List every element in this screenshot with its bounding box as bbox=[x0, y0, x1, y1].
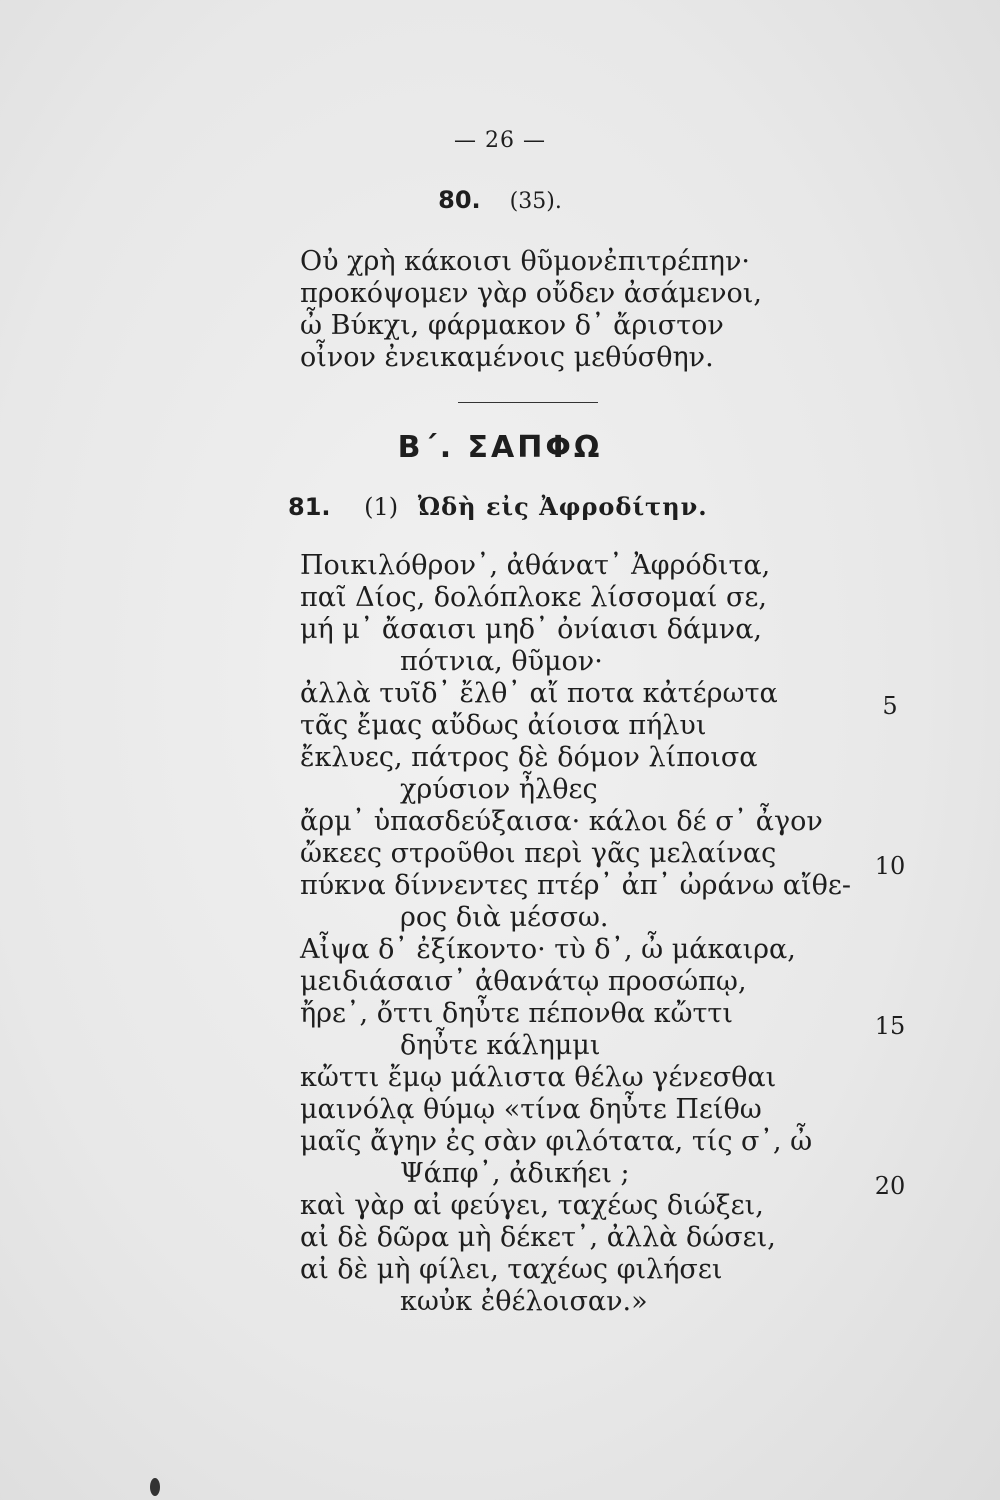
verse-line: καὶ γὰρ αἰ φεύγει, ταχέως διώξει, bbox=[300, 1190, 764, 1221]
verse-line: ἀλλὰ τυῖδ᾽ ἔλθ᾽ αἴ ποτα κἀτέρωτα bbox=[300, 678, 778, 709]
ink-speck bbox=[150, 1478, 160, 1496]
verse-line: μαῖς ἄγην ἐς σὰν φιλότατα, τίς σ᾽, ὦ bbox=[300, 1126, 813, 1157]
verse-line: Οὐ χρὴ κάκοισι θῦμονἐπιτρέπην· bbox=[300, 246, 750, 277]
line-number: 5 bbox=[882, 692, 898, 720]
poem-reference: (35). bbox=[509, 189, 562, 214]
verse-line: ἤρε᾽, ὄττι δηὖτε πέπονθα κὤττι bbox=[300, 998, 733, 1029]
verse-line: αἰ δὲ μὴ φίλει, ταχέως φιλήσει bbox=[300, 1254, 723, 1285]
verse-line: μή μ᾽ ἄσαισι μηδ᾽ ὀνίαισι δάμνα, bbox=[300, 614, 763, 645]
verse-line: μειδιάσαισ᾽ ἀθανάτῳ προσώπῳ, bbox=[300, 966, 747, 997]
verse-line: χρύσιον ἦλθες bbox=[400, 774, 598, 805]
verse-line: τᾶς ἔμας αὔδως ἀίοισα πήλυι bbox=[300, 710, 707, 741]
line-number: 10 bbox=[874, 852, 906, 880]
poem-number: 80. bbox=[438, 186, 481, 214]
verse-line: αἰ δὲ δῶρα μὴ δέκετ᾽, ἀλλὰ δώσει, bbox=[300, 1222, 776, 1253]
verse-line: μαινόλᾳ θύμῳ «τίνα δηὖτε Πείθω bbox=[300, 1094, 762, 1125]
line-number: 20 bbox=[874, 1172, 906, 1200]
section-title: Β΄. ΣΑΠΦΩ bbox=[397, 430, 603, 465]
verse-line: Ποικιλόθρον᾽, ἀθάνατ᾽ Ἀφρόδιτα, bbox=[300, 550, 771, 581]
footnote-mark: (1) bbox=[364, 493, 399, 521]
verse-line: πύκνα δίννεντες πτέρ᾽ ἀπ᾽ ὠράνω αἴθε- bbox=[300, 870, 851, 901]
verse-line: ἔκλυες, πάτρος δὲ δόμον λίποισα bbox=[300, 742, 758, 773]
verse-line: πότνια, θῦμον· bbox=[400, 646, 603, 677]
ode-heading bbox=[288, 492, 708, 521]
verse-line: ὦ Βύκχι, φάρμακον δ᾽ ἄριστον bbox=[300, 310, 724, 341]
poem-80-heading bbox=[0, 186, 1000, 214]
ode-number: 81. bbox=[288, 493, 331, 521]
verse-line: οἶνον ἐνεικαμένοις μεθύσθην. bbox=[300, 342, 714, 373]
verse-line: προκόψομεν γὰρ οὔδεν ἀσάμενοι, bbox=[300, 278, 762, 309]
poem-80-text bbox=[300, 246, 860, 374]
verse-line: ρος διὰ μέσσω. bbox=[400, 902, 609, 933]
verse-line: παῖ Δίος, δολόπλοκε λίσσομαί σε, bbox=[300, 582, 767, 613]
verse-line: κὤττι ἔμῳ μάλιστα θέλω γένεσθαι bbox=[300, 1062, 777, 1093]
verse-line: ἄρμ᾽ ὑπασδεύξαισα· κάλοι δέ σ᾽ ἆγον bbox=[300, 806, 823, 837]
verse-line: Αἶψα δ᾽ ἐξίκοντο· τὺ δ᾽, ὦ μάκαιρα, bbox=[300, 934, 796, 965]
ode-text bbox=[300, 550, 860, 1318]
page-number: — 26 — bbox=[454, 128, 546, 153]
verse-line: ὤκεες στροῦθοι περὶ γᾶς μελαίνας bbox=[300, 838, 777, 869]
verse-line: Ψάπφ᾽, ἀδικήει ; bbox=[400, 1158, 630, 1189]
section-divider bbox=[458, 402, 598, 403]
ode-title: Ὠδὴ εἰς Ἀφροδίτην. bbox=[417, 492, 708, 521]
verse-line: κωὐκ ἐθέλοισαν.» bbox=[400, 1286, 648, 1317]
line-number: 15 bbox=[874, 1012, 906, 1040]
verse-line: δηὖτε κάλημμι bbox=[400, 1030, 601, 1061]
